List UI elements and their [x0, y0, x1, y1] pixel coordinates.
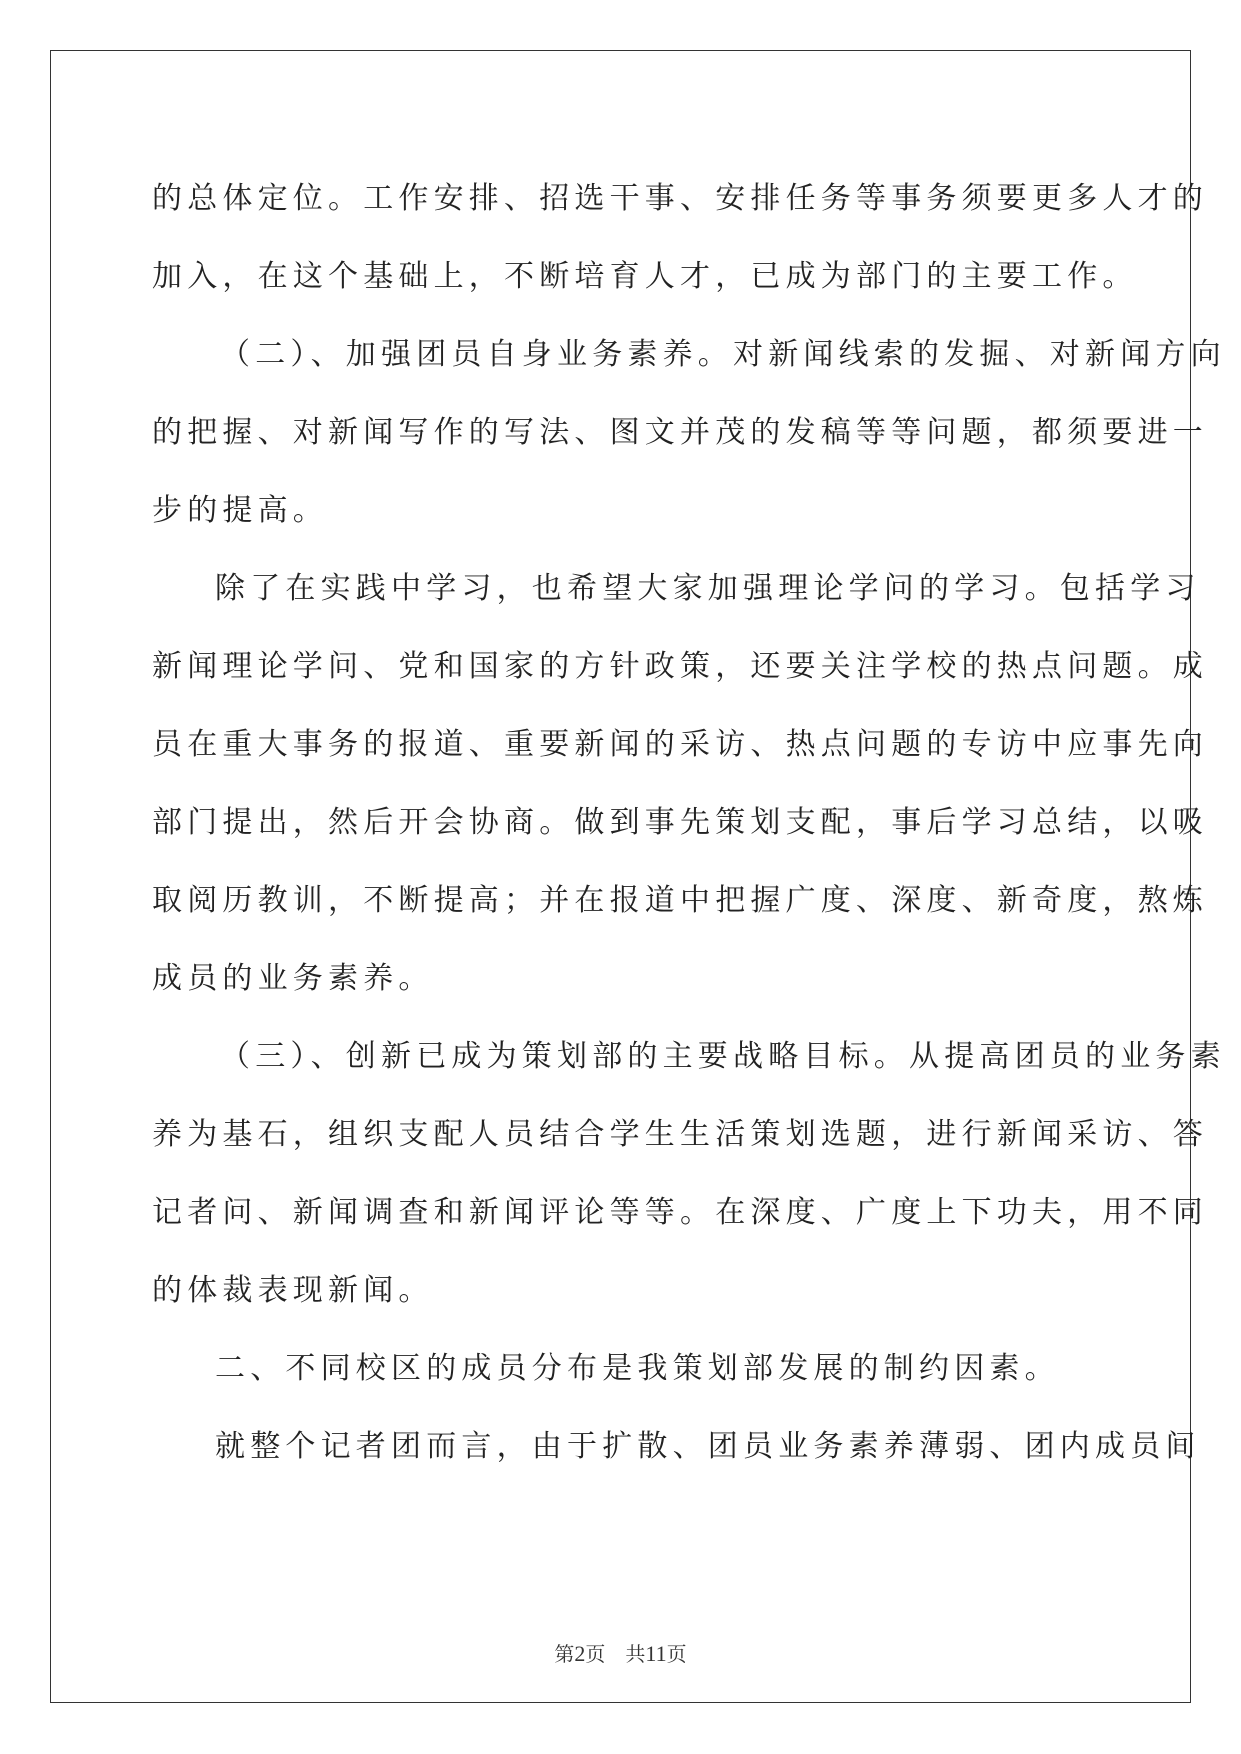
text-line: 的体裁表现新闻。: [152, 1273, 434, 1308]
page-label-prefix: 第: [554, 1642, 575, 1666]
text-line: 的把握、对新闻写作的写法、图文并茂的发稿等等问题，都须要进一: [152, 415, 1208, 450]
page-label-mid: 页 共: [585, 1642, 646, 1666]
page-current-number: 2: [574, 1641, 586, 1666]
text-line: 养为基石，组织支配人员结合学生生活策划选题，进行新闻采访、答: [152, 1117, 1208, 1152]
subsection-heading: （二）、加强团员自身业务素养。对新闻线索的发掘、对新闻方向: [220, 337, 1226, 372]
document-body: [152, 160, 1226, 1486]
paragraph-start: 除了在实践中学习，也希望大家加强理论学问的学习。包括学习: [215, 571, 1201, 606]
text-line: 成员的业务素养。: [152, 961, 434, 996]
text-line: 新闻理论学问、党和国家的方针政策，还要关注学校的热点问题。成: [152, 649, 1208, 684]
page-footer: [0, 1638, 1241, 1667]
text-line: 记者问、新闻调查和新闻评论等等。在深度、广度上下功夫，用不同: [152, 1195, 1208, 1230]
text-line: 的总体定位。工作安排、招选干事、安排任务等事务须要更多人才的: [152, 181, 1208, 216]
subsection-heading: （三）、创新已成为策划部的主要战略目标。从提高团员的业务素: [220, 1039, 1226, 1074]
text-line: 步的提高。: [152, 493, 328, 528]
page-total-number: 11: [645, 1641, 667, 1666]
text-line: 取阅历教训，不断提高；并在报道中把握广度、深度、新奇度，熬炼: [152, 883, 1208, 918]
text-line: 员在重大事务的报道、重要新闻的采访、热点问题的专访中应事先向: [152, 727, 1208, 762]
text-line: 加入，在这个基础上，不断培育人才，已成为部门的主要工作。: [152, 259, 1138, 294]
text-line: 部门提出，然后开会协商。做到事先策划支配，事后学习总结，以吸: [152, 805, 1208, 840]
paragraph-start: 就整个记者团而言，由于扩散、团员业务素养薄弱、团内成员间: [215, 1429, 1201, 1464]
section-heading: 二、不同校区的成员分布是我策划部发展的制约因素。: [215, 1351, 1060, 1386]
page-label-suffix: 页: [666, 1642, 687, 1666]
